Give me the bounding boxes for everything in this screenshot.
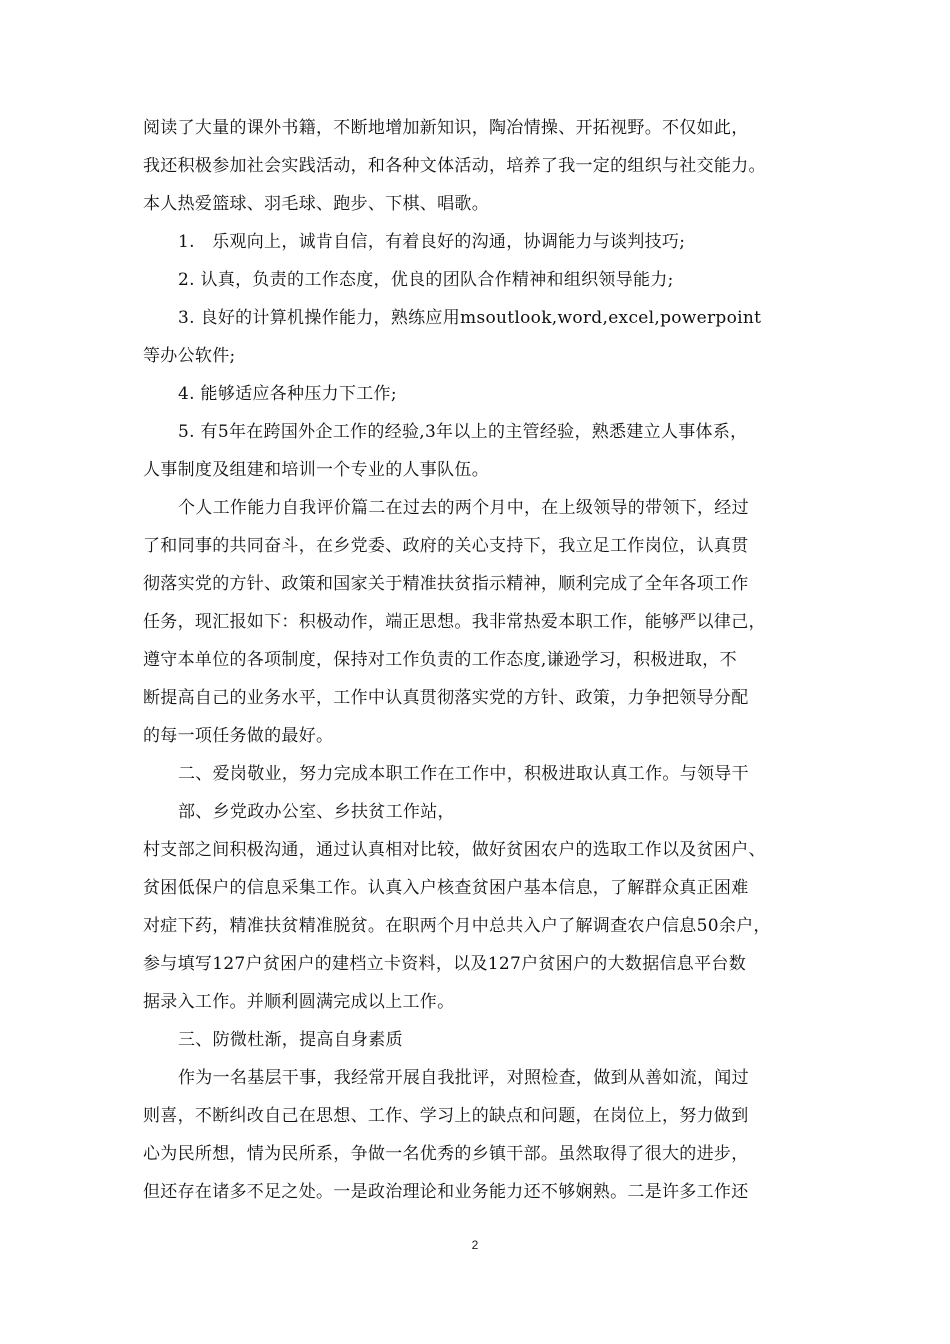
text-line: 断提高自己的业务水平，工作中认真贯彻落实党的方针、政策，力争把领导分配 xyxy=(143,688,749,708)
text-line: 则喜，不断纠改自己在思想、工作、学习上的缺点和问题，在岗位上，努力做到 xyxy=(143,1106,749,1126)
page-number: 2 xyxy=(471,1238,479,1252)
list-item-1: 1. 乐观向上，诚肯自信，有着良好的沟通，协调能力与谈判技巧; xyxy=(178,232,686,252)
text-line: 遵守本单位的各项制度，保持对工作负责的工作态度,谦逊学习，积极进取，不 xyxy=(143,650,737,670)
text-line: 部、乡党政办公室、乡扶贫工作站， xyxy=(178,802,455,822)
text-line: 等办公软件; xyxy=(143,346,236,366)
paragraph-start: 个人工作能力自我评价篇二在过去的两个月中，在上级领导的带领下，经过 xyxy=(178,498,749,518)
text-line: 任务，现汇报如下：积极动作，端正思想。我非常热爱本职工作，能够严以律己， xyxy=(143,612,766,632)
text-line: 参与填写127户贫困户的建档立卡资料，以及127户贫困户的大数据信息平台数 xyxy=(143,954,746,974)
text-line: 人事制度及组建和培训一个专业的人事队伍。 xyxy=(143,460,489,480)
text-line: 对症下药，精准扶贫精准脱贫。在职两个月中总共入户了解调查农户信息50余户， xyxy=(143,916,771,936)
text-line: 据录入工作。并顺利圆满完成以上工作。 xyxy=(143,992,455,1012)
section-heading-2: 二、爱岗敬业，努力完成本职工作在工作中，积极进取认真工作。与领导干 xyxy=(178,764,749,784)
text-line: 心为民所想，情为民所系，争做一名优秀的乡镇干部。虽然取得了很大的进步， xyxy=(143,1144,749,1164)
list-item-5: 5. 有5年在跨国外企工作的经验,3年以上的主管经验，熟悉建立人事体系， xyxy=(178,422,748,442)
paragraph-start: 作为一名基层干事，我经常开展自我批评，对照检查，做到从善如流，闻过 xyxy=(178,1068,749,1088)
text-line: 我还积极参加社会实践活动，和各种文体活动，培养了我一定的组织与社交能力。 xyxy=(143,156,766,176)
text-line: 贫困低保户的信息采集工作。认真入户核查贫困户基本信息，了解群众真正困难 xyxy=(143,878,749,898)
list-item-3: 3. 良好的计算机操作能力，熟练应用msoutlook,word,excel,powerpoint xyxy=(178,308,762,328)
text-line: 村支部之间积极沟通，通过认真相对比较，做好贫困农户的选取工作以及贫困户、 xyxy=(143,840,766,860)
text-line: 但还存在诸多不足之处。一是政治理论和业务能力还不够娴熟。二是许多工作还 xyxy=(143,1182,749,1202)
text-line: 的每一项任务做的最好。 xyxy=(143,726,334,746)
text-line: 本人热爱篮球、羽毛球、跑步、下棋、唱歌。 xyxy=(143,194,489,214)
text-line: 阅读了大量的课外书籍，不断地增加新知识，陶冶情操、开拓视野。不仅如此， xyxy=(143,118,749,138)
text-line: 了和同事的共同奋斗，在乡党委、政府的关心支持下，我立足工作岗位，认真贯 xyxy=(143,536,749,556)
section-heading-3: 三、防微杜渐，提高自身素质 xyxy=(178,1030,403,1050)
list-item-4: 4. 能够适应各种压力下工作; xyxy=(178,384,397,404)
text-line: 彻落实党的方针、政策和国家关于精准扶贫指示精神，顺利完成了全年各项工作 xyxy=(143,574,749,594)
list-item-2: 2. 认真，负责的工作态度，优良的团队合作精神和组织领导能力; xyxy=(178,270,674,290)
